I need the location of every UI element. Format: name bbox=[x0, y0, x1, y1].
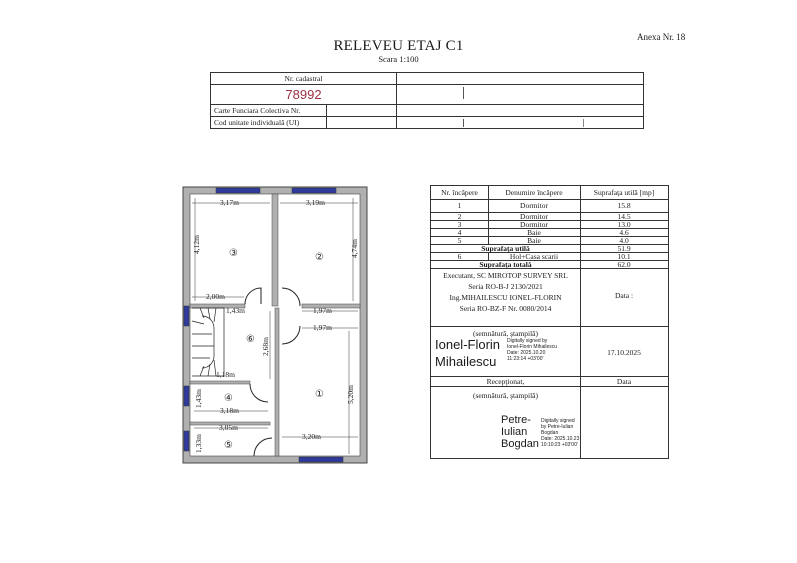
table-row-nr: 3 bbox=[457, 220, 462, 229]
room-4-label: ④ bbox=[224, 393, 233, 404]
table-row-name: Dormitor bbox=[520, 201, 548, 210]
receptionat-signature-hint: (semnătură, ştampilă) bbox=[473, 391, 538, 400]
svg-text:1,43m: 1,43m bbox=[194, 389, 203, 408]
window-icon bbox=[184, 386, 189, 406]
col-header-nr: Nr. încăpere bbox=[441, 188, 478, 197]
svg-text:1,43m: 1,43m bbox=[226, 306, 245, 315]
svg-text:3,20m: 3,20m bbox=[302, 432, 321, 441]
annex-number: Anexa Nr. 18 bbox=[637, 32, 686, 42]
cadastral-table bbox=[210, 72, 644, 129]
nr-cadastral-label: Nr. cadastral bbox=[284, 74, 323, 83]
window-icon bbox=[299, 457, 343, 462]
room-3-label: ③ bbox=[229, 248, 238, 259]
table-row-name: Baie bbox=[527, 228, 541, 237]
total-area-label: Suprafaţa totală bbox=[479, 260, 532, 269]
signature-name: Ionel-Florin bbox=[435, 337, 501, 352]
col-header-name: Denumire încăpere bbox=[505, 188, 563, 197]
scale-label: Scara 1:100 bbox=[378, 54, 419, 64]
col-header-area: Suprafaţa utilă [mp] bbox=[593, 188, 655, 197]
svg-text:2,00m: 2,00m bbox=[206, 292, 225, 301]
svg-text:3,17m: 3,17m bbox=[220, 198, 239, 207]
svg-text:1,33m: 1,33m bbox=[194, 434, 203, 453]
window-icon bbox=[216, 188, 260, 193]
table-row-area: 4.0 bbox=[619, 236, 629, 245]
svg-text:5,20m: 5,20m bbox=[346, 385, 355, 404]
digital-signature-meta: Digitally signed by Petre-Iulian Bogdan Date: 2025.10.23 10:10:23 +03'00' bbox=[541, 418, 580, 448]
svg-text:1,97m: 1,97m bbox=[313, 306, 332, 315]
signature-name: Mihailescu bbox=[435, 354, 497, 369]
executant-date-label: Data : bbox=[614, 291, 634, 300]
table-row-nr: 5 bbox=[457, 236, 462, 245]
table-row-nr: 1 bbox=[457, 201, 462, 210]
executant-block: Executant, SC MIROTOP SURVEY SRL Seria RO-B-J 2130/2021 Ing.MIHAILESCU IONEL-FLORIN Seria RO-BZ-F Nr. 0080/2014 bbox=[443, 271, 568, 313]
executant-date-value: 17.10.2025 bbox=[607, 348, 641, 357]
window-icon bbox=[184, 306, 189, 326]
nr-cadastral-value: 78992 bbox=[285, 87, 322, 102]
table-row-area: 15.8 bbox=[617, 201, 631, 210]
table-row-name: Dormitor bbox=[520, 220, 548, 229]
window-icon bbox=[184, 431, 189, 451]
hall-row-nr: 6 bbox=[457, 252, 462, 261]
table-row-nr: 2 bbox=[457, 212, 462, 221]
svg-text:2,68m: 2,68m bbox=[261, 337, 270, 356]
svg-text:3,05m: 3,05m bbox=[219, 423, 238, 432]
svg-text:1,18m: 1,18m bbox=[216, 370, 235, 379]
room-5-label: ⑤ bbox=[224, 440, 233, 451]
table-row-name: Baie bbox=[527, 236, 541, 245]
digital-signature-meta: Digitally signed by Ionel-Florin Mihailescu Date: 2025.10.20 11:23:14 +03'00' bbox=[507, 338, 558, 362]
floor-plan bbox=[182, 186, 368, 466]
hall-row-area: 10.1 bbox=[617, 252, 631, 261]
svg-text:4,74m: 4,74m bbox=[350, 239, 359, 258]
carte-funciara-label: Carte Funciara Colectiva Nr. bbox=[214, 106, 301, 115]
rooms-table bbox=[430, 185, 669, 459]
table-row-name: Dormitor bbox=[520, 212, 548, 221]
room-2-label: ② bbox=[315, 252, 324, 263]
signature-name: Petre- Iulian Bogdan bbox=[501, 414, 539, 450]
svg-text:1,97m: 1,97m bbox=[313, 323, 332, 332]
table-row-area: 14.5 bbox=[617, 212, 631, 221]
receptionat-label: Recepţionat, bbox=[486, 377, 525, 386]
svg-text:3,18m: 3,18m bbox=[220, 406, 239, 415]
useful-area-value: 51.9 bbox=[617, 244, 631, 253]
window-icon bbox=[292, 188, 336, 193]
total-area-value: 62.0 bbox=[617, 260, 631, 269]
receptionat-date-label: Data bbox=[616, 377, 632, 386]
table-row-area: 13.0 bbox=[617, 220, 631, 229]
signature-hint: (semnătură, ştampilă) bbox=[473, 329, 538, 338]
cod-unitate-label: Cod unitate individuală (UI) bbox=[214, 118, 300, 127]
hall-row-name: Hol+Casa scarii bbox=[509, 252, 559, 261]
svg-text:3,19m: 3,19m bbox=[306, 198, 325, 207]
svg-text:4,12m: 4,12m bbox=[192, 235, 201, 254]
room-1-label: ① bbox=[315, 389, 324, 400]
page-title: RELEVEU ETAJ C1 bbox=[333, 38, 464, 54]
room-6-label: ⑥ bbox=[246, 334, 255, 345]
useful-area-label: Suprafaţa utilă bbox=[481, 244, 530, 253]
table-row-nr: 4 bbox=[457, 228, 462, 237]
table-row-area: 4.6 bbox=[619, 228, 629, 237]
